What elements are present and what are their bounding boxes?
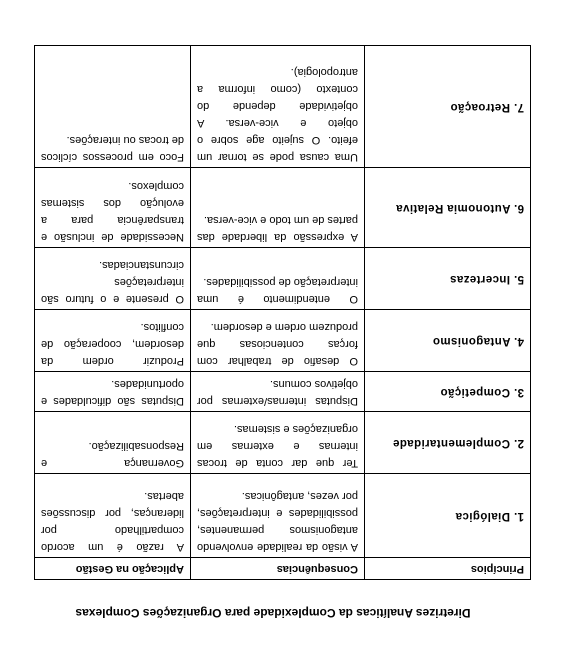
consequence-cell: A visão da realidade envolvendo antagonismos permanentes, possibilidades e interpretações, por vezes, antagônicas. — [191, 474, 365, 558]
principle-cell: 4. Antagonismo — [365, 310, 531, 372]
application-cell: O presente e o futuro são interpretações circunstanciadas. — [35, 248, 191, 310]
table-row — [35, 372, 531, 412]
principle-cell: 5. Incertezas — [365, 248, 531, 310]
application-cell: Disputas são dificuldades e oportunidades. — [35, 372, 191, 412]
application-cell: A razão é um acordo compartilhado por lideranças, por discussões abertas. — [35, 474, 191, 558]
table-row — [35, 412, 531, 474]
principle-cell: 2. Complementaridade — [365, 412, 531, 474]
consequence-cell: O desafio de trabalhar com forças contenciosas que produzem ordem e desordem. — [191, 310, 365, 372]
table-row — [35, 46, 531, 168]
consequence-cell: A expressão da liberdade das partes de um todo e vice-versa. — [191, 168, 365, 248]
application-cell: Governança e Responsabilização. — [35, 412, 191, 474]
principles-table — [34, 45, 531, 580]
application-cell: Produzir ordem da desordem, cooperação de conflitos. — [35, 310, 191, 372]
table-row — [35, 168, 531, 248]
consequence-cell: Uma causa pode se tornar um efeito. O sujeito age sobre o objeto e vice-versa. A objetividade depende do contexto (como informa a antropologia). — [191, 46, 365, 168]
header-row — [35, 558, 531, 580]
principle-cell: 7. Retroação — [365, 46, 531, 168]
consequence-cell: Disputas internas/externas por objetivos comuns. — [191, 372, 365, 412]
header-consequencias: Consequências — [191, 558, 365, 580]
table-row — [35, 310, 531, 372]
table-row — [35, 248, 531, 310]
application-cell: Foco em processos cíclicos de trocas ou interações. — [35, 46, 191, 168]
principle-cell: 3. Competição — [365, 372, 531, 412]
principle-cell: 6. Autonomia Relativa — [365, 168, 531, 248]
header-aplicacao: Aplicação na Gestão — [35, 558, 191, 580]
consequence-cell: Ter que dar conta de trocas internas e externas em organizações e sistemas. — [191, 412, 365, 474]
table-row — [35, 474, 531, 558]
header-principios: Princípios — [365, 558, 531, 580]
consequence-cell: O entendimento é uma interpretação de possibilidades. — [191, 248, 365, 310]
application-cell: Necessidade de inclusão e transparência para a evolução dos sistemas complexos. — [35, 168, 191, 248]
table-caption: Diretrizes Analíticas da Complexidade para Organizações Complexas — [75, 606, 471, 620]
principle-cell: 1. Dialógica — [365, 474, 531, 558]
